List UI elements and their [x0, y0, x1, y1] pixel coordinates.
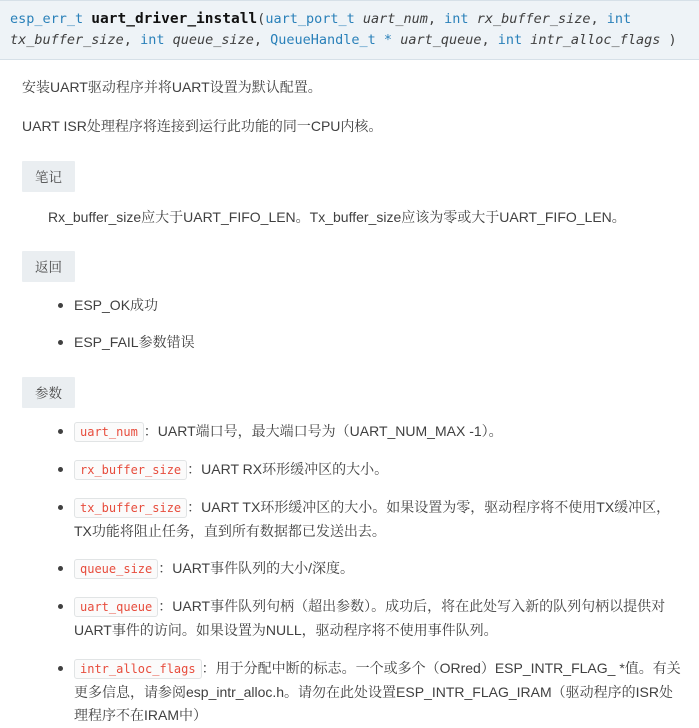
signature-param-sep-2: ,: [123, 32, 141, 49]
list-item: [74, 657, 685, 728]
list-item: [74, 557, 685, 581]
signature-param-sep-0: ,: [427, 11, 445, 27]
signature-param-sep-4: ,: [481, 32, 498, 49]
param-description: UART RX环形缓冲区的大小。: [201, 461, 389, 478]
signature-return-type: esp_err_t: [10, 11, 84, 27]
list-item: [74, 294, 685, 318]
return-item-text: ESP_FAIL参数错误: [74, 334, 195, 351]
param-separator: ：: [143, 423, 158, 440]
param-code-queue-size: queue_size: [74, 559, 158, 579]
function-signature: [0, 0, 699, 60]
signature-param-sep-3: ,: [253, 32, 271, 49]
list-item: [74, 496, 685, 544]
description-paragraph-1: 安装UART驱动程序并将UART设置为默认配置。: [22, 79, 322, 96]
parameters-section: [22, 377, 685, 728]
signature-close-paren: ): [668, 32, 677, 49]
signature-open-paren: (: [257, 11, 266, 27]
param-separator: ：: [201, 659, 216, 676]
note-admonition: [22, 161, 685, 229]
parameters-list: [22, 420, 685, 728]
param-description: UART事件队列句柄（超出参数）。成功后，将在此处写入新的队列句柄以提供对UART事件的访问。如果设置为NULL，驱动程序将不使用事件队列。: [74, 598, 666, 639]
param-description: UART事件队列的大小/深度。: [172, 560, 354, 577]
param-separator: ：: [158, 598, 173, 615]
signature-param-name-4: uart_queue: [400, 32, 482, 49]
note-title: 笔记: [22, 161, 75, 192]
list-item: [74, 595, 685, 643]
returns-title: 返回: [22, 251, 75, 282]
signature-param-name-2: tx_buffer_size: [10, 32, 124, 49]
param-code-rx-buffer-size: rx_buffer_size: [74, 460, 187, 480]
documentation-body: [0, 76, 699, 728]
signature-param-name-3: queue_size: [172, 32, 254, 49]
signature-param-name-0: uart_num: [362, 11, 428, 27]
list-item: [74, 331, 685, 355]
signature-param-type-0: uart_port_t: [265, 11, 355, 27]
param-code-tx-buffer-size: tx_buffer_size: [74, 498, 187, 518]
param-code-uart-num: uart_num: [74, 422, 144, 442]
returns-section: [22, 251, 685, 356]
param-separator: ：: [187, 461, 202, 478]
signature-param-type-2: int: [606, 11, 632, 27]
signature-function-name[interactable]: uart_driver_install: [91, 11, 258, 27]
description-paragraph-2: UART ISR处理程序将连接到运行此功能的同一CPU内核。: [22, 118, 383, 135]
signature-param-type-5: int: [497, 32, 523, 49]
signature-param-type-1: int: [444, 11, 469, 27]
param-description: UART端口号，最大端口号为（UART_NUM_MAX -1）。: [157, 423, 503, 440]
param-code-intr-alloc-flags: intr_alloc_flags: [74, 659, 202, 679]
parameters-title: 参数: [22, 377, 75, 408]
return-item-text: ESP_OK成功: [74, 296, 159, 313]
list-item: [74, 458, 685, 482]
param-separator: ：: [158, 560, 173, 577]
param-code-uart-queue: uart_queue: [74, 597, 158, 617]
signature-param-name-1: rx_buffer_size: [476, 11, 591, 27]
signature-param-type-3: int: [140, 32, 165, 49]
signature-param-name-5: intr_alloc_flags: [530, 32, 661, 49]
param-separator: ：: [187, 498, 202, 515]
signature-param-type-4: QueueHandle_t *: [270, 32, 393, 49]
param-description: 用于分配中断的标志。一个或多个（ORred）ESP_INTR_FLAG_ *值。有关更多信息，请参阅esp_intr_alloc.h。请勿在此处设置ESP_INTR_FLAG_IRAM（驱动程序的ISR处理程序不在IRAM中）: [74, 659, 681, 724]
returns-list: [22, 294, 685, 356]
param-description: UART TX环形缓冲区的大小。如果设置为零，驱动程序将不使用TX缓冲区，TX功能将阻止任务，直到所有数据都已发送出去。: [74, 498, 671, 539]
signature-param-sep-1: ,: [590, 11, 607, 27]
list-item: [74, 420, 685, 444]
note-text: Rx_buffer_size应大于UART_FIFO_LEN。Tx_buffer_size应该为零或大于UART_FIFO_LEN。: [48, 208, 626, 225]
